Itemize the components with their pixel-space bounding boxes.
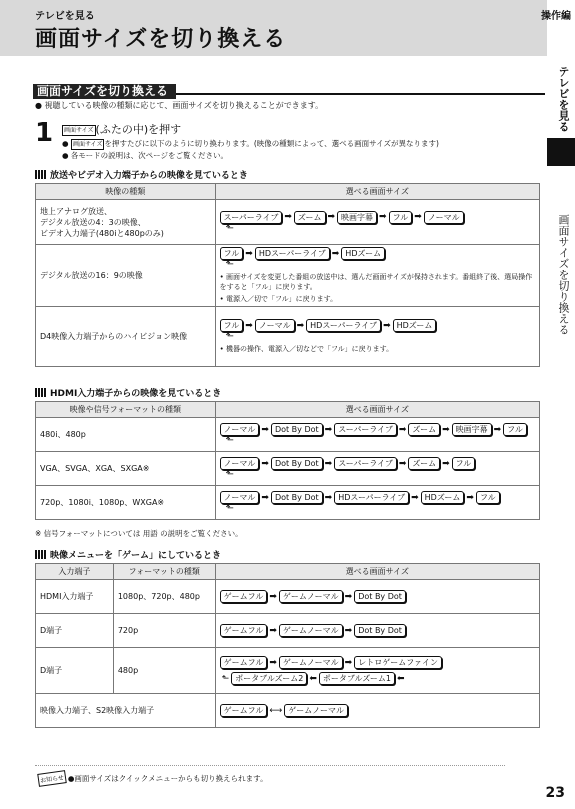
arrow-right-icon: ➡ [284,212,292,222]
arrow-return-icon: ⬅ [397,673,405,684]
size-cell [215,614,539,648]
section-title-bar [33,80,545,98]
arrow-right-icon: ➡ [245,248,253,259]
size-option: ゲームフル [220,590,268,603]
size-option: スーパーライブ [220,211,283,224]
arrow-right-icon: ➡ [324,492,333,503]
arrow-right-icon: ➡ [269,625,277,636]
return-arrow-icon: ⬑ [225,222,234,234]
return-arrow-icon: ⬑ [225,435,234,446]
size-chain [220,624,535,637]
memo-icon: お知らせ [37,770,66,787]
header-subtitle: テレビを見る [35,11,95,22]
arrow-right-icon: ➡ [261,458,269,469]
size-option: ゲームフル [220,704,268,717]
page-title: 画面サイズを切り換える [35,27,287,52]
format-type: 480p [113,648,215,694]
size-chain [220,590,535,603]
table1-heading [35,168,248,181]
size-option: レトロゲームファイン [354,656,442,669]
size-option: Dot By Dot [271,423,323,436]
table-row [36,486,540,520]
size-cell [215,245,539,307]
arrow-right-icon: ➡ [466,492,474,503]
size-option: スーパーライブ [334,457,397,470]
return-arrow-icon: ⬑ [225,331,234,342]
table-broadcast [35,183,540,367]
size-cell [215,486,539,520]
header-tag: 操作編 [541,11,571,22]
size-option: ゲームノーマル [279,656,343,669]
table-hdmi [35,401,540,520]
arrow-right-icon: ➡ [344,591,353,602]
size-option: フル [220,247,244,260]
size-option: Dot By Dot [354,590,406,603]
arrow-right-icon: ➡ [245,320,253,331]
size-option: ゲームノーマル [284,704,348,717]
arrow-right-icon: ➡ [414,212,422,222]
arrow-right-icon: ➡ [269,657,277,668]
size-option: フル [476,491,500,504]
size-option: HDズーム [341,247,385,260]
screen-size-key-icon: 画面サイズ [72,140,103,148]
video-type: デジタル放送の16：9の映像 [36,245,216,307]
return-arrow-icon: ⬑ [225,503,234,514]
column-header: 映像や信号フォーマットの種類 [36,402,216,418]
format-type: VGA、SVGA、XGA、SXGA※ [36,452,216,486]
arrow-right-icon: ➡ [442,458,450,469]
column-header: 選べる画面サイズ [215,184,539,200]
size-option: Dot By Dot [271,491,323,504]
sidebar-tab-watch: テレビを見る [557,66,570,132]
format-type: 1080p、720p、480p [113,580,215,614]
size-option: ゲームノーマル [279,624,343,637]
table-game [35,563,540,728]
size-option: ゲームノーマル [279,590,343,603]
size-cell [215,200,539,245]
size-option: Dot By Dot [354,624,406,637]
size-chain [220,704,535,717]
signal-format-footnote: ※ 信号フォーマットについては 用語 の説明をご覧ください。 [35,529,243,538]
size-chain [220,656,535,669]
format-type: 480i、480p [36,418,216,452]
size-option: フル [452,457,476,470]
size-option: ゲームフル [220,656,268,669]
arrow-right-icon: ➡ [493,424,502,435]
size-option: ノーマル [220,457,260,470]
step-bullet-2: ● 各モードの説明は、次ページをご覧ください。 [62,151,228,160]
size-cell [215,648,539,694]
table-row [36,418,540,452]
format-type: 720p [113,614,215,648]
return-arrow-icon: ⬑ [225,469,234,480]
memo-text: ●画面サイズはクイックメニューからも切り換えられます。 [67,774,268,783]
table-row [36,694,540,728]
input-terminal: D端子 [36,614,114,648]
arrow-right-icon: ➡ [442,424,450,435]
arrow-right-icon: ➡ [344,625,353,636]
size-cell [215,307,539,367]
table-row [36,580,540,614]
arrow-right-icon: ➡ [379,212,387,222]
page-number: 23 [545,785,565,801]
size-option: フル [503,423,527,436]
size-option: Dot By Dot [271,457,323,470]
note-text: • 画面サイズを変更した番組の放送中は、選んだ画面サイズが保持されます。番組終了後、選局操作をすると「フル」に戻ります。 [219,273,533,291]
table-row [36,614,540,648]
video-type: 地上アナログ放送、 デジタル放送の4：3の映像、 ビデオ入力端子(480iと480pのみ) [36,200,216,245]
sidebar [547,56,575,356]
size-option: ポータブルズーム1 [319,672,395,685]
intro-text: ● 視聴している映像の種類に応じて、画面サイズを切り換えることができます。 [35,101,324,110]
size-option: ゲームフル [220,624,268,637]
size-option: フル [220,319,244,332]
size-option: HDスーパーライブ [255,247,330,260]
size-chain [220,247,535,260]
arrow-right-icon: ➡ [324,458,333,469]
arrow-left-icon: ⬅ [309,673,317,684]
size-option: 映画字幕 [452,423,492,436]
section-title: 画面サイズを切り換える [33,84,176,99]
input-terminal: D端子 [36,648,114,694]
size-option: フル [389,211,413,224]
column-header: 選べる画面サイズ [215,564,539,580]
size-chain-return [220,672,535,685]
size-option: HDスーパーライブ [334,491,409,504]
size-chain [220,319,535,332]
size-cell [215,452,539,486]
step-bullet-1: ● 画面サイズ を押すたびに以下のように切り換わります。(映像の種類によって、選べる画面サイズが異なります) [62,139,439,148]
size-option: HDスーパーライブ [306,319,381,332]
size-chain [220,211,535,224]
size-chain [220,457,535,470]
table-row [36,245,540,307]
step-heading-text: (ふたの中)を押す [95,123,182,136]
size-option: ノーマル [220,423,260,436]
size-option: ズーム [294,211,326,224]
arrow-right-icon: ➡ [383,320,391,331]
arrow-right-icon: ➡ [269,591,277,602]
arrow-right-icon: ➡ [327,212,336,222]
video-type: D4映像入力端子からのハイビジョン映像 [36,307,216,367]
size-option: ノーマル [255,319,295,332]
table-row [36,648,540,694]
size-chain [220,491,535,504]
step-number: 1 [35,118,54,148]
input-terminal: 映像入力端子、S2映像入力端子 [36,694,216,728]
sidebar-marker [547,138,575,166]
arrow-left-icon: ⬑ [221,673,230,684]
input-terminal: HDMI入力端子 [36,580,114,614]
memo [38,772,268,785]
step-heading [62,121,181,137]
arrow-right-icon: ➡ [261,492,269,503]
size-option: ノーマル [424,211,464,224]
note-text: • 電源入／切で「フル」に戻ります。 [219,295,338,303]
sidebar-tab-screen-size: 画面サイズを切り換える [557,214,570,335]
table3-heading [35,548,221,561]
size-cell [215,580,539,614]
page-header [0,0,547,56]
size-cell [215,694,539,728]
table-row [36,452,540,486]
arrow-right-icon: ➡ [324,424,333,435]
arrow-right-icon: ⟷ [269,705,283,716]
table2-heading [35,386,221,399]
arrow-right-icon: ➡ [344,657,353,668]
column-header: 映像の種類 [36,184,216,200]
return-arrow-icon: ⬑ [225,259,234,270]
table3-heading-text: 映像メニューを「ゲーム」にしているとき [50,551,222,561]
column-header: フォーマットの種類 [113,564,215,580]
size-option: HDズーム [393,319,437,332]
format-type: 720p、1080i、1080p、WXGA※ [36,486,216,520]
table2-heading-text: HDMI入力端子からの映像を見ているとき [50,389,222,399]
size-chain [220,423,535,436]
arrow-right-icon: ➡ [398,458,407,469]
arrow-right-icon: ➡ [398,424,407,435]
arrow-right-icon: ➡ [331,248,340,259]
screen-size-key-icon: 画面サイズ [64,126,94,134]
step-bullet-1-text: を押すたびに以下のように切り換わります。(映像の種類によって、選べる画面サイズが異なります) [104,139,439,148]
arrow-right-icon: ➡ [261,424,269,435]
size-option: HDズーム [421,491,465,504]
arrow-right-icon: ➡ [296,320,305,331]
table1-heading-text: 放送やビデオ入力端子からの映像を見ているとき [50,171,248,181]
divider [35,765,505,766]
note-text: • 機器の操作、電源入／切などで「フル」に戻ります。 [219,345,394,353]
size-option: スーパーライブ [334,423,397,436]
size-option: ズーム [408,457,440,470]
size-option: 映画字幕 [337,211,377,224]
table-row [36,200,540,245]
size-option: ノーマル [220,491,260,504]
size-cell [215,418,539,452]
column-header: 入力端子 [36,564,114,580]
arrow-right-icon: ➡ [411,492,419,503]
size-option: ズーム [408,423,440,436]
column-header: 選べる画面サイズ [215,402,539,418]
table-row [36,307,540,367]
size-option: ポータブルズーム2 [231,672,307,685]
